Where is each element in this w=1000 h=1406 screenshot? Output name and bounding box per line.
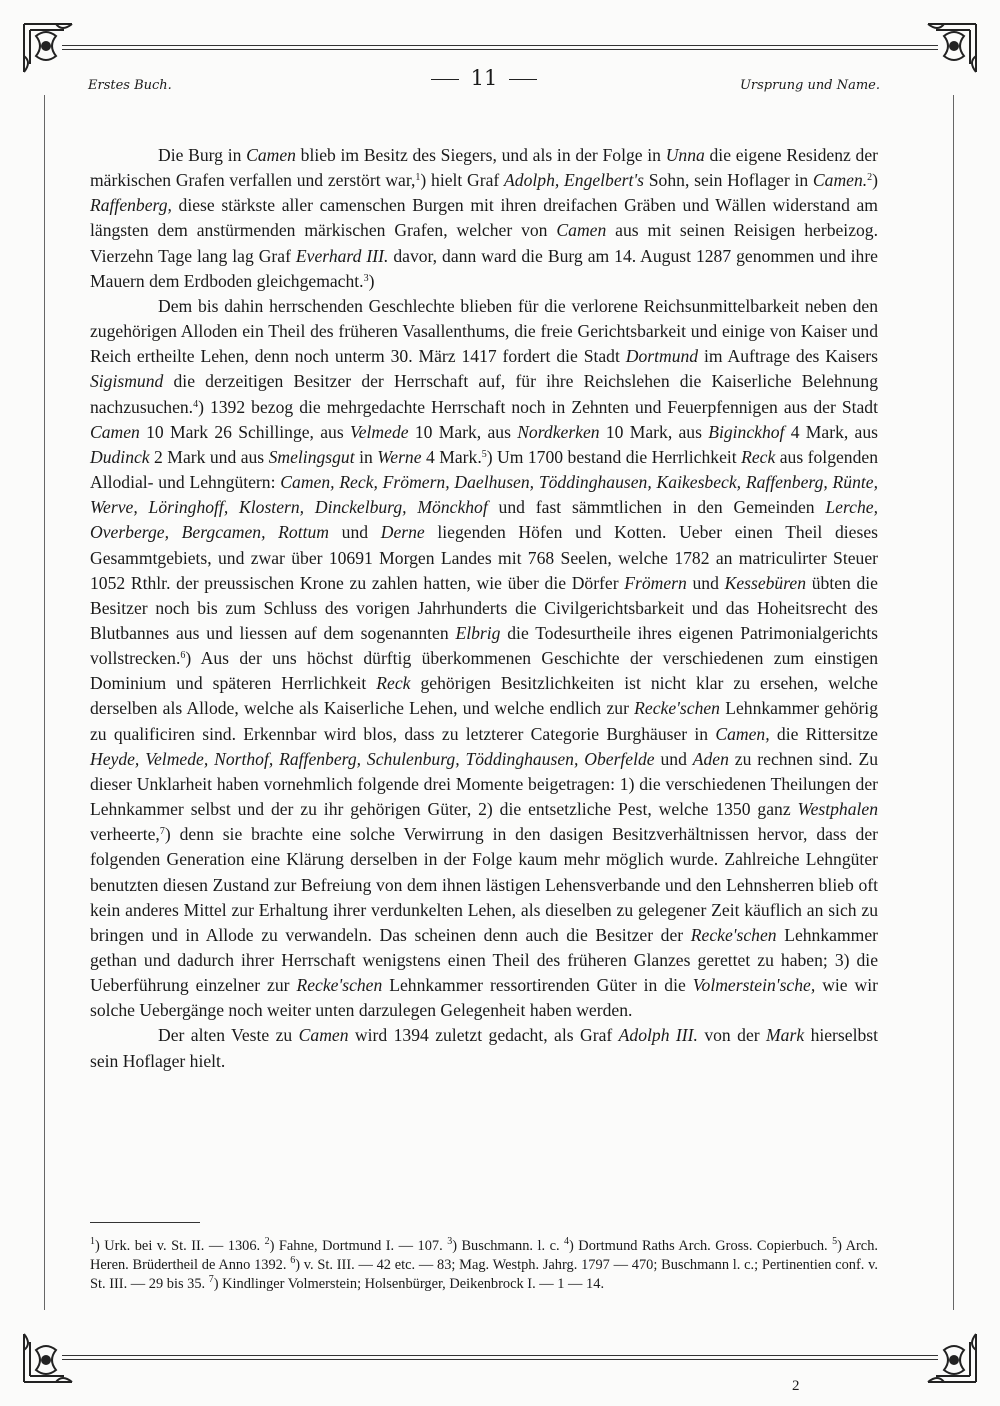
paragraph: [90, 1023, 878, 1073]
text-run: ) Aus der uns höchst dürftig überkommenen Geschichte der verschiedenen zum einstigen Dominium und späteren Herrlichkeit: [90, 648, 878, 694]
paragraph: [90, 143, 878, 294]
text-run: 10 Mark, aus: [408, 421, 518, 442]
text-run: Velmede: [349, 421, 409, 442]
text-run: Heyde, Velmede, Northof, Raffenberg, Schulenburg, Töddinghausen, Oberfelde: [90, 748, 655, 769]
text-run: Smelingsgut: [268, 446, 355, 467]
text-run: Camen, Reck, Frömern, Daelhusen, Töddinghausen, Kaikesbeck, Raffenberg, Rünte, Werve, Löringhoff, Klostern, Dinckelburg, Mönckhof: [90, 472, 878, 518]
text-run: zu rechnen sind. Zu dieser Unklarheit haben vornehmlich folgende drei Momente beigetragen: 1) die verschiedenen Theilungen der Lehnkammer selbst und der zu ihr gehörigen Güter, 2) die entsetzliche Pest, welche 1350 ganz: [90, 748, 878, 820]
frame-bottom-rule: [62, 1355, 938, 1356]
text-run: 2 Mark und aus: [149, 446, 269, 467]
text-run: Lehnkammer ressortirenden Güter in die: [382, 975, 693, 996]
text-run: Dortmund: [625, 346, 699, 367]
text-run: und: [686, 572, 725, 593]
text-run: gehörigen Besitzlichkeiten ist nicht klar zu ersehen, welche derselben als Allode, welche als Kaiserliche Lehen, und welche endlich zur: [90, 673, 878, 719]
text-run: Mark: [766, 1025, 805, 1046]
text-run: die derzeitigen Besitzer der Herrschaft auf, für ihre Reichslehen die Kaiserliche Belehnung nachzusuchen.: [90, 371, 878, 417]
text-run: in: [354, 446, 378, 467]
footnote-marker: 4: [193, 398, 199, 410]
text-run: im Auftrage des Kaisers: [698, 346, 879, 367]
footnote-marker: 2: [867, 172, 873, 184]
text-run: wie wir solche Uebergänge noch weiter unten darzulegen Gelegenheit haben werden.: [90, 975, 879, 1021]
footnote-marker: 3: [363, 272, 369, 284]
text-run: aus mit seinen Reisigen herbeizog. Vierzehn Tage lang lag Graf: [90, 220, 878, 266]
paragraph: [90, 294, 878, 1024]
text-run: Camen: [90, 421, 140, 442]
text-run: ) denn sie brachte eine solche Verwirrung in den dasigen Besitzverhältnissen hervor, dass der folgenden Generation eine Klärung derselben in der Folge kaum mehr möglich wurde. Zahlreiche Lehngüter benutzten diesen Zustand zur Befreiung von dem ihnen lästigen Lehensverbande und den Lehnsherren blieb oft kein anderes Mittel zur Erhaltung ihrer verdunkelten Lehen, als dieselben zu gelegener Zeit käuflich an sich zu bringen und in Allode zu verwandeln. Das scheinen denn auch die Besitzer der: [90, 824, 878, 945]
footnote-marker: 6: [180, 650, 186, 662]
text-run: und fast sämmtlichen in den Gemeinden: [487, 497, 826, 518]
text-run: von der: [697, 1025, 767, 1046]
footnote-marker: 7: [159, 826, 165, 838]
running-head-right: Ursprung und Name.: [739, 78, 880, 93]
text-run: ) v. St. III. — 42 etc. — 83; Mag. Westph. Jahrg. 1797 — 470; Buschmann l. c.; Pertinentien conf. v. St. III. — 29 bis 35.: [90, 1257, 878, 1292]
running-head-left: Erstes Buch.: [88, 78, 172, 93]
text-run: blieb im Besitz des Siegers, und als in der Folge in: [295, 145, 666, 165]
frame-top-rule: [62, 45, 938, 46]
running-head: [88, 66, 880, 100]
text-run: Camen,: [715, 723, 770, 744]
text-run: ) 1392 bezog die mehrgedachte Herrschaft noch in Zehnten und Feuerpfennigen aus der Stadt: [198, 396, 878, 417]
text-run: aus folgenden Allodial- und Lehngütern:: [90, 446, 878, 493]
page-number: 2: [792, 1378, 800, 1394]
text-run: hierselbst sein Hoflager hielt.: [90, 1025, 878, 1071]
body-text: [90, 143, 878, 1074]
footnotes: [90, 1237, 878, 1294]
text-run: Kessebüren: [724, 572, 807, 593]
text-run: die eigene Residenz der märkischen Grafen verfallen und zerstört war,: [90, 145, 878, 191]
text-run: übten die Besitzer noch bis zum Schluss des vorigen Jahrhunderts die Civilgerichtsbarkeit und das Hoheitsrecht des Blutbannes aus und liessen auf dem sogenannten: [90, 572, 878, 643]
text-run: 10 Mark, aus: [599, 421, 709, 442]
text-run: Recke'schen: [634, 698, 720, 719]
footnote-marker: 5: [481, 448, 487, 460]
text-run: Sigismund: [90, 371, 164, 392]
text-run: Frömern: [624, 572, 687, 593]
footnote-marker: 2: [264, 1236, 270, 1247]
text-run: Der alten Veste zu: [158, 1025, 299, 1046]
text-run: 4 Mark.: [421, 446, 482, 467]
text-run: Die Burg in: [158, 145, 247, 165]
text-run: Elbrig: [455, 622, 501, 643]
text-run: ): [368, 270, 375, 291]
text-run: die Rittersitze: [769, 723, 878, 744]
text-run: Lehnkammer gehörig zu qualificiren sind. Erkennbar wird blos, dass zu letzterer Categorie Burghäuser in: [90, 698, 878, 744]
text-run: Raffenberg,: [90, 195, 172, 216]
footnote-marker: 5: [832, 1236, 838, 1247]
text-run: ) Urk. bei v. St. II. — 1306.: [95, 1238, 265, 1254]
text-run: ) Arch. Heren. Brüdertheil de Anno 1392.: [90, 1238, 878, 1273]
footnote-marker: 1: [90, 1236, 95, 1247]
text-run: Westphalen: [797, 799, 878, 820]
text-run: Everhard III.: [295, 245, 389, 266]
frame-right-rule: [953, 95, 954, 1310]
footnote-marker: 1: [415, 172, 421, 184]
text-run: Biginckhof: [708, 421, 785, 442]
text-run: Camen: [556, 220, 607, 241]
text-run: liegenden Höfen und Kotten. Ueber einen Theil dieses Gesammtgebiets, und zwar über 10691 Morgen Landes mit 768 Seelen, welche 1782 an matriculirter Steuer 1052 Rthlr. der preussischen Krone zu zahlen hatten, wie über die Dörfer: [90, 522, 878, 593]
text-run: Recke'schen: [296, 975, 383, 996]
text-run: Werne: [377, 446, 422, 467]
text-run: wird 1394 zuletzt gedacht, als Graf: [348, 1025, 619, 1046]
text-run: Reck: [741, 446, 776, 467]
text-run: Adolph, Engelbert's: [504, 170, 645, 191]
footnote-rule: [90, 1222, 200, 1223]
text-run: ) Fahne, Dortmund I. — 107.: [269, 1238, 448, 1254]
footnote-marker: 6: [290, 1255, 296, 1266]
corner-ornament-icon: [920, 1326, 984, 1390]
text-run: Camen: [298, 1025, 349, 1046]
text-run: Recke'schen: [690, 924, 777, 945]
text-run: die Todesurtheile ihres eigenen Patrimonialgerichts vollstrecken.: [90, 622, 878, 669]
text-run: ) Kindlinger Volmerstein; Holsenbürger, Deikenbrock I. — 1 — 14.: [213, 1276, 605, 1292]
frame-left-rule: [44, 95, 45, 1310]
text-run: Aden: [692, 748, 729, 769]
text-run: Lerche, Overberge, Bergcamen, Rottum: [90, 497, 878, 543]
text-run: Volmerstein'sche,: [692, 975, 816, 996]
text-run: Reck: [376, 673, 411, 694]
text-run: ) Dortmund Raths Arch. Gross. Copierbuch.: [569, 1238, 833, 1254]
text-run: Camen: [246, 145, 296, 165]
text-run: Nordkerken: [517, 421, 600, 442]
text-run: davor, dann ward die Burg am 14. August 1287 genommen und ihre Mauern dem Erdboden gleichgemacht.: [90, 245, 878, 291]
text-run: 10 Mark 26 Schillinge, aus: [139, 421, 350, 442]
text-run: Adolph III.: [618, 1025, 698, 1046]
frame-top-rule-inner: [62, 49, 938, 50]
footnote-marker: 3: [447, 1236, 453, 1247]
text-run: ) Um 1700 bestand die Herrlichkeit: [486, 446, 742, 467]
text-run: Unna: [665, 145, 705, 165]
text-run: Lehnkammer gethan und dadurch ihrer Herrschaft wenigstens einen Theil des früheren Glanzes gerettet zu haben; 3) die Ueberführung einzelner zur: [90, 924, 878, 996]
corner-ornament-icon: [16, 1326, 80, 1390]
text-run: ) Buschmann. l. c.: [452, 1238, 565, 1254]
text-run: diese stärkste aller camenschen Burgen mit ihren dreifachen Gräben und Wällen widerstand am längsten dem anstürmenden märkischen Grafen, welcher von: [90, 195, 878, 241]
page-folio: 11: [470, 66, 498, 90]
corner-ornament-icon: [16, 16, 80, 80]
text-run: Sohn, sein Hoflager in: [644, 170, 813, 191]
text-run: Dem bis dahin herrschenden Geschlechte blieben für die verlorene Reichsunmittelbarkeit neben den zugehörigen Alloden ein Theil des früheren Vasallenthums, die freie Gerichtsbarkeit und einige von Kaiser und Reich ertheilte Lehen, denn noch unterm 30. März 1417 fordert die Stadt: [90, 295, 878, 367]
footnote-marker: 7: [208, 1274, 214, 1285]
text-run: Camen.: [812, 170, 868, 191]
text-run: Dudinck: [90, 446, 150, 467]
footnote-marker: 4: [564, 1236, 570, 1247]
text-run: Derne: [380, 522, 425, 543]
text-run: 4 Mark, aus: [784, 421, 878, 442]
text-run: verheerte,: [90, 824, 160, 845]
corner-ornament-icon: [920, 16, 984, 80]
text-run: und: [329, 522, 381, 543]
text-run: ): [872, 170, 879, 191]
text-run: und: [654, 748, 693, 769]
frame-bottom-rule-inner: [62, 1359, 938, 1360]
text-run: ) hielt Graf: [420, 170, 505, 191]
